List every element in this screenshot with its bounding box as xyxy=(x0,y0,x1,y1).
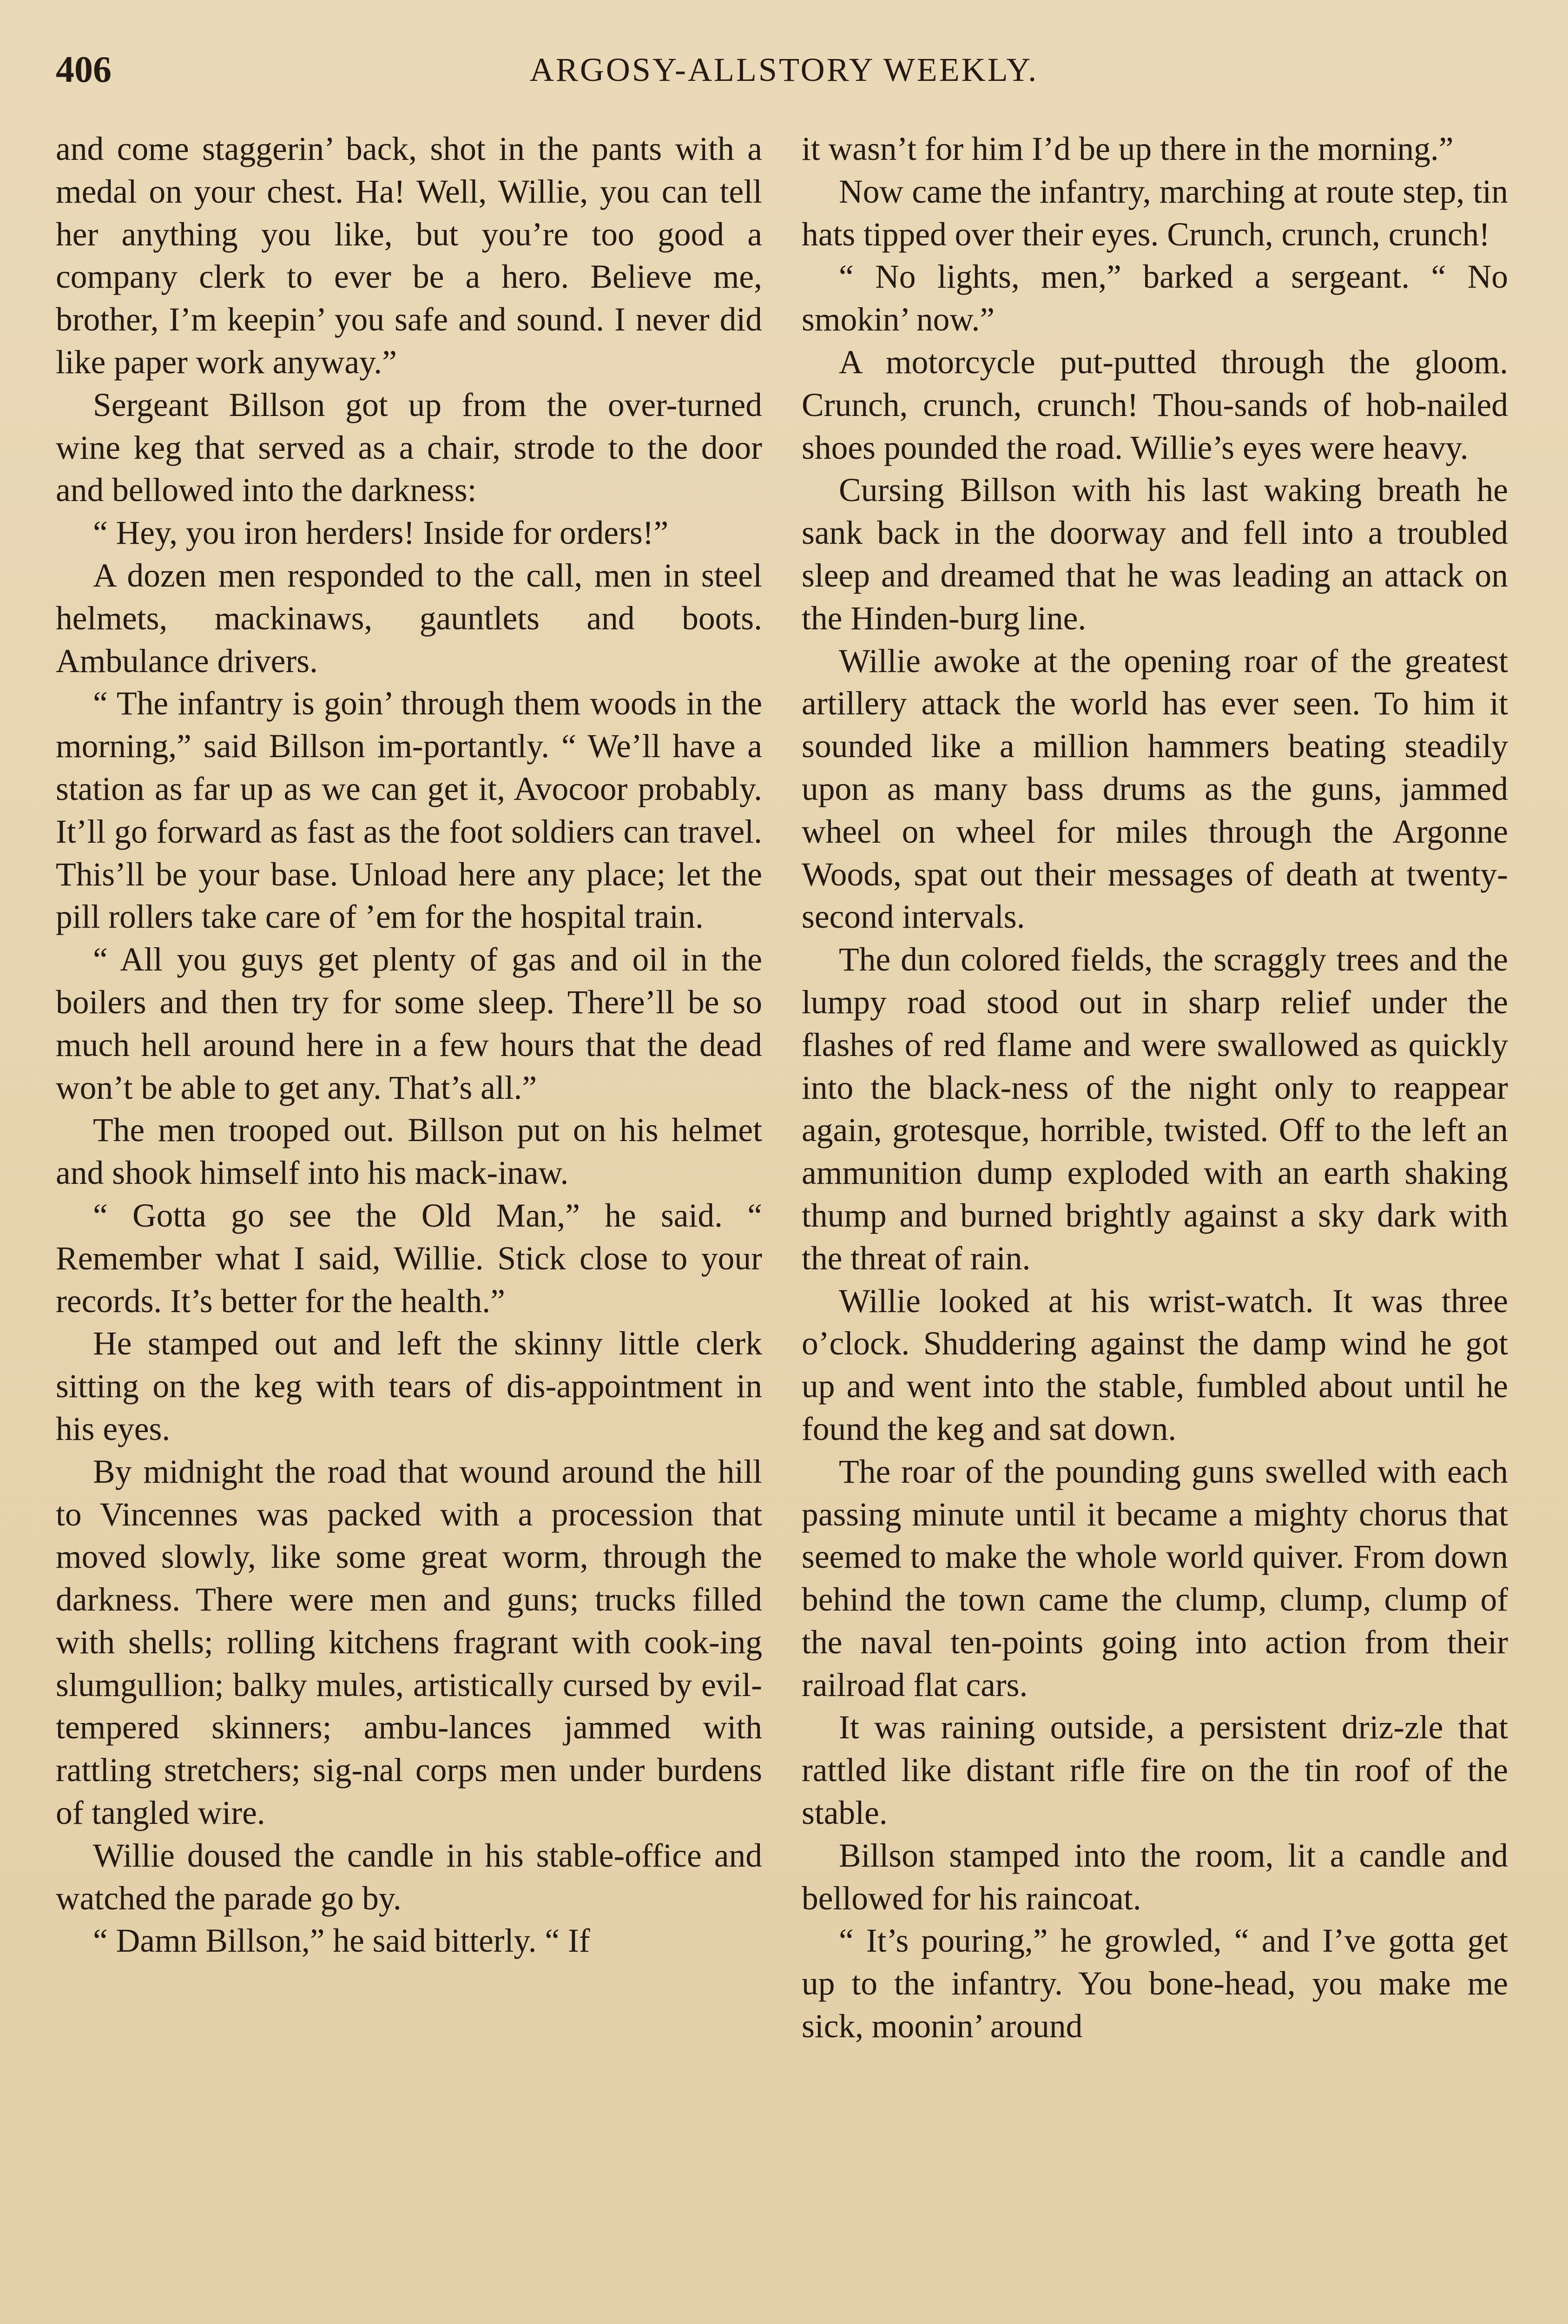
right-column xyxy=(802,128,1508,2324)
paragraph: Willie awoke at the opening roar of the greatest artillery attack the world has ever seen. To him it sounded like a million hammers beating steadily upon as many bass drums as the guns, jammed wheel on wheel for miles through the Argonne Woods, spat out their messages of death at twenty-second intervals. xyxy=(802,642,1508,936)
paragraph: “ All you guys get plenty of gas and oil in the boilers and then try for some sleep. There’ll be so much hell around here in a few hours that the dead won’t be able to get any. That’s all.” xyxy=(56,941,762,1106)
paragraph: “ The infantry is goin’ through them woods in the morning,” said Billson im-portantly. “ We’ll have a station as far up as we can get it, Avocoor probably. It’ll go forward as fast as the foot soldiers can travel. This’ll be your base. Unload here any place; let the pill rollers take care of ’em for the hospital train. xyxy=(56,685,762,936)
paragraph: Cursing Billson with his last waking breath he sank back in the doorway and fell into a troubled sleep and dreamed that he was leading an attack on the Hinden-burg line. xyxy=(802,472,1508,637)
page-header xyxy=(0,37,1568,102)
running-title: ARGOSY-ALLSTORY WEEKLY. xyxy=(529,51,1039,88)
paragraph: “ Gotta go see the Old Man,” he said. “ Remember what I said, Willie. Stick close to your records. It’s better for the health.” xyxy=(56,1197,762,1320)
paragraph: It was raining outside, a persistent driz-zle that rattled like distant rifle fire on the tin roof of the stable. xyxy=(802,1709,1508,1832)
paragraph: Willie doused the candle in his stable-office and watched the parade go by. xyxy=(56,1837,762,1917)
paragraph: A motorcycle put-putted through the gloom. Crunch, crunch, crunch! Thou-sands of hob-nailed shoes pounded the road. Willie’s eyes were heavy. xyxy=(802,343,1508,466)
page-number: 406 xyxy=(56,49,112,90)
paragraph: it wasn’t for him I’d be up there in the morning.” xyxy=(802,131,1454,167)
paragraph: The roar of the pounding guns swelled with each passing minute until it became a mighty chorus that seemed to make the whole world quiver. From down behind the town came the clump, clump, clump of the naval ten-points going into action from their railroad flat cars. xyxy=(802,1453,1508,1703)
paragraph: Willie looked at his wrist-watch. It was three o’clock. Shuddering against the damp wind he got up and went into the stable, fumbled about until he found the keg and sat down. xyxy=(802,1282,1508,1447)
paragraph: By midnight the road that wound around the hill to Vincennes was packed with a procession that moved slowly, like some great worm, through the darkness. There were men and guns; trucks filled with shells; rolling kitchens fragrant with cook-ing slumgullion; balky mules, artistically cursed by evil-tempered skinners; ambu-lances jammed with rattling stretchers; sig-nal corps men under burdens of tangled wire. xyxy=(56,1453,762,1832)
paragraph: Now came the infantry, marching at route step, tin hats tipped over their eyes. Crunch, crunch, crunch! xyxy=(802,173,1508,253)
paragraph: The dun colored fields, the scraggly trees and the lumpy road stood out in sharp relief under the flashes of red flame and were swallowed as quickly into the black-ness of the night only to reappear again, grotesque, horrible, twisted. Off to the left an ammunition dump exploded with an earth shaking thump and burned brightly against a sky dark with the threat of rain. xyxy=(802,941,1508,1277)
paragraph: Billson stamped into the room, lit a candle and bellowed for his raincoat. xyxy=(802,1837,1508,1917)
paragraph: Sergeant Billson got up from the over-turned wine keg that served as a chair, strode to the door and bellowed into the darkness: xyxy=(56,386,762,509)
paragraph: “ Damn Billson,” he said bitterly. “ If xyxy=(93,1922,590,1960)
paragraph: “ No lights, men,” barked a sergeant. “ No smokin’ now.” xyxy=(802,258,1508,338)
paragraph: and come staggerin’ back, shot in the pants with a medal on your chest. Ha! Well, Willie, you can tell her anything you like, but you’re too good a company clerk to ever be a hero. Believe me, brother, I’m keepin’ you safe and sound. I never did like paper work anyway.” xyxy=(56,131,762,381)
paragraph: “ It’s pouring,” he growled, “ and I’ve gotta get up to the infantry. You bone-head, you make me sick, moonin’ around xyxy=(802,1922,1508,2045)
paragraph: “ Hey, you iron herders! Inside for orders!” xyxy=(93,515,669,552)
paragraph: The men trooped out. Billson put on his helmet and shook himself into his mack-inaw. xyxy=(56,1112,762,1192)
paragraph: He stamped out and left the skinny little clerk sitting on the keg with tears of dis-appointment in his eyes. xyxy=(56,1325,762,1447)
paragraph: A dozen men responded to the call, men in steel helmets, mackinaws, gauntlets and boots. Ambulance drivers. xyxy=(56,557,762,680)
left-column xyxy=(56,128,762,2324)
